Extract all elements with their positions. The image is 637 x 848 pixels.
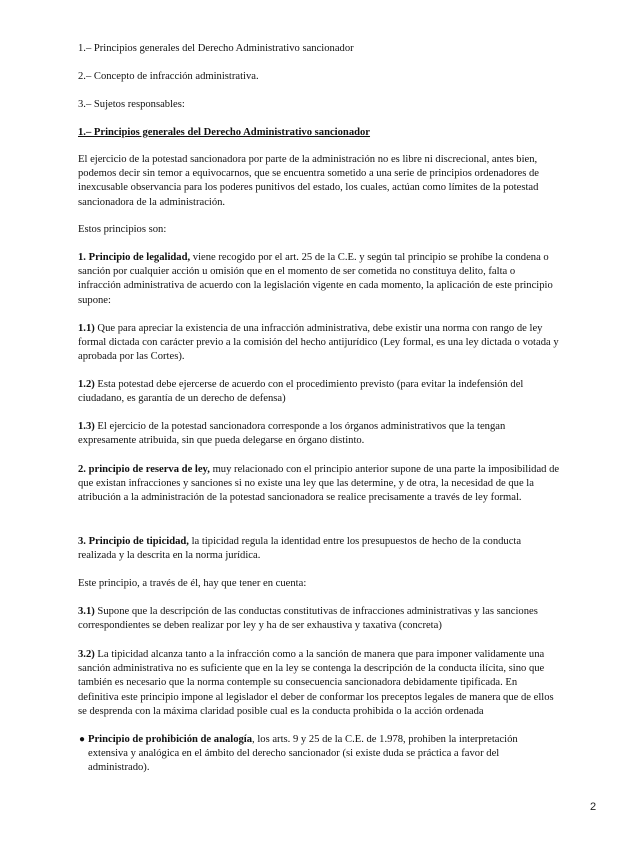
principle-1-text: viene recogido por el art. 25 de la C.E. y según tal principio se prohíbe la condena o sanción por cualquier acción u omisión que en el momento de ser cometida no constituya delito, falta o infracción administrativa de acuerdo con la legislación vigente en cada momento, la aplicación de este principio supone: bbox=[78, 252, 553, 306]
bullet-prohibicion-analogia bbox=[79, 733, 560, 776]
principle-1-1-label: 1.1) bbox=[78, 323, 95, 334]
principle-1-3-text: El ejercicio de la potestad sancionadora corresponde a los órganos administrativos que la tengan expresamente atribuida, sin que pueda delegarse en órgano distinto. bbox=[78, 421, 506, 447]
bullet-dot-icon: ● bbox=[79, 734, 86, 745]
principle-3-2-paragraph bbox=[78, 648, 560, 719]
principle-2-label: 2. principio de reserva de ley, bbox=[78, 464, 210, 475]
bullet-1-label: Principio de prohibición de analogía bbox=[88, 734, 253, 745]
principle-3-1-paragraph bbox=[78, 605, 560, 633]
section-heading: 1.– Principios generales del Derecho Administrativo sancionador bbox=[78, 127, 371, 138]
toc-item-3: 3.– Sujetos responsables: bbox=[78, 99, 185, 110]
principle-3-1-text: Supone que la descripción de las conductas constitutivas de infracciones administrativas y las sanciones correspondientes se deben realizar por ley y ha de ser exhaustiva y taxativa (concreta) bbox=[78, 606, 538, 632]
principle-1-label: 1. Principio de legalidad, bbox=[78, 252, 191, 263]
principle-3-paragraph bbox=[78, 535, 560, 563]
principle-2-paragraph bbox=[78, 463, 560, 506]
principle-1-1-paragraph bbox=[78, 322, 560, 365]
principle-1-3-label: 1.3) bbox=[78, 421, 95, 432]
principle-1-2-label: 1.2) bbox=[78, 379, 95, 390]
principle-1-3-paragraph bbox=[78, 420, 560, 448]
principle-1-1-text: Que para apreciar la existencia de una infracción administrativa, debe existir una norma con rango de ley formal dictada con carácter previo a la comisión del hecho antijurídico (Ley formal, es una ley dictada o votada y aprobada por las Cortes). bbox=[78, 323, 559, 363]
principle-1-2-paragraph bbox=[78, 378, 560, 406]
principle-1-paragraph bbox=[78, 251, 560, 308]
principle-3-2-label: 3.2) bbox=[78, 649, 95, 660]
principle-3-2-text: La tipicidad alcanza tanto a la infracción como a la sanción de manera que para imponer validamente una sanción administrativa no es suficiente que en la ley se contenga la descripción de la conducta ilícita, sino que también es necesario que la norma contemple su consecuencia sancionadora debidamente tipificada. En definitiva este principio impone al legislador el deber de conformar los preceptos legales de manera que de ellos se desprenda con la máxima claridad posible cual es la conducta prohibida o la acción ordenada bbox=[78, 649, 554, 717]
principle-3-label: 3. Principio de tipicidad, bbox=[78, 536, 189, 547]
page-number: 2 bbox=[590, 801, 597, 813]
principle-2-text: muy relacionado con el principio anterior supone de una parte la imposibilidad de que existan infracciones y sanciones si no existe una ley que las determine, y de otra, la necesidad de que la atribución a la administración de la potestad sancionadora se realice precisamente a través de ley formal. bbox=[78, 464, 560, 504]
toc-item-2: 2.– Concepto de infracción administrativa. bbox=[78, 71, 259, 82]
intro-paragraph: El ejercicio de la potestad sancionadora por parte de la administración no es libre ni discrecional, antes bien, podemos decir sin temor a equivocarnos, que se encuentra sometido a una serie de principios ordenadores de inexcusable observancia para los poderes punitivos del estado, los cuales, actúan como límites de la potestad sancionadora de la administración. bbox=[78, 154, 539, 208]
principle-3-1-label: 3.1) bbox=[78, 606, 95, 617]
principle-1-2-text: Esta potestad debe ejercerse de acuerdo con el procedimiento previsto (para evitar la indefensión del ciudadano, es garantía de un derecho de defensa) bbox=[78, 379, 524, 405]
bullet-1-text: , los arts. 9 y 25 de la C.E. de 1.978, prohiben la interpretación extensiva y analógica en el ámbito del derecho sancionador (si existe duda se práctica a favor del administrado). bbox=[88, 734, 518, 774]
principle-3-lead: Este principio, a través de él, hay que tener en cuenta: bbox=[78, 578, 307, 589]
toc-item-1: 1.– Principios generales del Derecho Administrativo sancionador bbox=[78, 43, 354, 54]
principle-3-text: la tipicidad regula la identidad entre los presupuestos de hecho de la conducta realizada y la descrita en la norma jurídica. bbox=[78, 536, 522, 562]
principles-lead: Estos principios son: bbox=[78, 224, 167, 235]
